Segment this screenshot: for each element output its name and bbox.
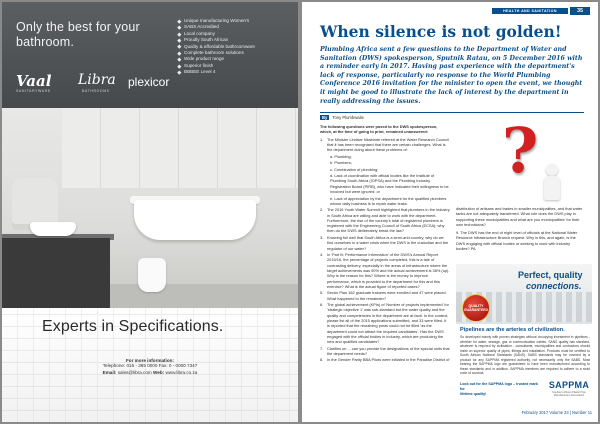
question-item: 6. The global achievement (KPIs) of 'Number of projects implemented' for 'strategic objective 1' was sub-standard but the water quality and the quality and competencies in the department are at fault. In the context, please list all of the 2015 applications submitted, and 33 were filled. It is reported that the remaining posts could not be filled 'as the department could not attract the required candidates'. Has the DWS engaged with the official bodies in industry, which are producing the new and qualified candidates? [320, 302, 449, 345]
vaal-logo-sub: SANITARYWARE [16, 89, 51, 93]
question-mark-illustration [478, 118, 584, 204]
question-item: 5. Sector Plan 162 graduate trainees were enrolled and 47 were placed. What happened to the remainder? [320, 290, 447, 301]
promo-title-1: Perfect, quality [518, 270, 583, 280]
advert-footer [2, 308, 298, 422]
libra-logo: Libra [78, 72, 116, 88]
contact-email-link[interactable]: sales@libra.com [117, 369, 152, 375]
brand-logos [16, 72, 176, 96]
contact-heading: For more information: [126, 358, 174, 363]
toilet-shape [138, 258, 166, 292]
question-item: 1. The Minister Lindiwe Nkabinde referred at the Water Research Council that it has been recognised that there are certain challenges. What is the department doing about these problems of: [320, 136, 449, 153]
advert-contact [2, 358, 298, 376]
plexicor-logo: plexicor [128, 75, 170, 89]
bathroom-photo [2, 108, 298, 308]
question-item: 2. The 2016 Youth Water Summit highlighted that plumbers in the industry in South Africa are willing and able to work with the department. Furthermore, the rise of the country's total of registered plumbers is registered with the Engineering Council of South Africa (ECSA); why then do the DWS deliberately break the law? [320, 207, 450, 234]
section-label: HEALTH AND SANITATION [492, 8, 568, 14]
contact-phone: Telephone: 016 - 365 0000 Fax: 0 - 0000 7347 [102, 363, 198, 368]
article-column-1 [320, 124, 450, 364]
question-item: 3. Knowing full well that South Africa is a semi-arid country, why do we find ourselves in a water crisis when the DWS is the custodian and the regulator of our water? [320, 234, 449, 251]
feature-item: Complete bathroom solutions [178, 50, 294, 56]
contact-web-link[interactable]: www.libra.co.za [165, 369, 198, 375]
floor-shape [110, 284, 298, 308]
feature-item: Proudly South African [178, 37, 294, 43]
promo-cta: Look out for the SAPPMA logo – trusted mark for lifetime quality! [460, 382, 538, 396]
libra-logo-sub: BATHROOMS [82, 89, 110, 93]
question-item: 4. In 'Part B: Performance Information' of the DWS's Annual Report 2015/16, the percentage of projects completed, this is a tale of contrasting delivery, especially in the areas of infrastructure where the target achievements was 90% and the actual achievement is 36% (up). Why is the reason for this? Where is the money to improve performance, which is provided to the department for this and this exercise? What is the actual figure of reported cases? [320, 252, 450, 289]
feature-item: Wide product range [178, 56, 294, 62]
page-number: 35 [570, 7, 590, 15]
question-item: 7. Clarifies on ... can you provide the designations of the special units that the department needs? [320, 345, 450, 356]
question-subitem: e. Lack of appreciation by the department for the qualified plumbers whose daily business is to repair water leaks. [330, 195, 447, 206]
question-subitem: a. Plumbing; [330, 153, 352, 159]
author-name: Tony Plumbwaite [332, 115, 365, 120]
quality-seal-icon: QUALITY GUARANTEED [462, 294, 490, 322]
sappma-logo: SAPPMA Southern African Plastic Pipe Manufacturers Association [548, 380, 590, 397]
question-list [320, 137, 450, 363]
feature-item: Local company [178, 31, 294, 37]
divider [320, 112, 584, 113]
vanity-unit [2, 238, 110, 308]
feature-item: BBBEE Level 4 [178, 69, 294, 75]
advert-page [2, 2, 298, 422]
article-standfirst: Plumbing Africa sent a few questions to the Department of Water and Sanitation (DWS) spokesperson, Sputnik Ratau, on 5 December 2016 with a reminder early in 2017. Having past experience with the department's lack of response, particularly no response to the World Plumbing Conference 2016 invitation for the minister to open the event, we thought it might be good to illustrate the lack of interest by the department in really addressing the issues. [320, 46, 583, 105]
sappma-advert-image [456, 264, 592, 324]
figure-head-shape [546, 164, 558, 176]
feature-item: SABS Accredited [178, 24, 294, 30]
basin-shape [30, 222, 76, 236]
promo-title-2: connections. [526, 281, 582, 291]
wall-tiles [62, 108, 298, 188]
byline: By Tony Plumbwaite [322, 115, 365, 120]
promo-body: So developed mainly with proven strategies without occupying investment in pipelines - whether for water, sewage, gas or communication cables, SANS quality has standard, whatever is required by civilisation - consultants, municipalities and contractors should insist on superior quality of pipes, fittings and installation. Products must be certified to South African National Standards (SANS). SABS standards may be covered by a product for any SAPPMA registered authority, not necessarily only the SABS. Most bearing the SAPPMA logo are guaranteed to have been manufactured according to these standards and in addition, SAPPMA members are required to adhere to a strict code of conduct. [460, 335, 590, 375]
bathtub-shape [134, 200, 256, 240]
feature-item: Superior finish [178, 63, 294, 69]
advert-headline: Experts in Specifications. [42, 318, 224, 335]
question-mark-icon: ? [502, 118, 539, 187]
article-paragraph: 9. The DWS has the end of eight level of officials at the National Water Resource Infrastructure Branch request. Why is this, and again, is the DWS engaging with official bodies or seeking to work with industry bodies? PA [456, 230, 578, 252]
promo-heading: Pipelines are the arteries of civilization. [460, 327, 565, 333]
article-lead: The following questions were posed to the DWS spokesperson, which, at the time of going to print, remained unanswered: [320, 124, 438, 135]
article-page [302, 2, 598, 422]
advert-feature-list [178, 18, 294, 76]
contact-web-email: Email: sales@libra.com Web: www.libra.co.za [102, 369, 198, 375]
question-subitem: c. Combination of plumbing; [330, 166, 379, 172]
article-paragraph: distribution of artisans and trades in smaller municipalities, and that water tanks are not adequately transferred. What role does the DWS play in supporting these municipalities and what are you municipalities' for their own technicians? [456, 206, 583, 227]
feature-item: Unique manufacturing Women's [178, 18, 294, 24]
question-item: 8. In the Gender Parity BBA Pilots were initiated in the Paradise District of [320, 357, 450, 363]
vaal-logo: Vaal [16, 72, 52, 90]
advert-header-band [2, 2, 298, 108]
feature-item: Quality & affordable bathroomware [178, 44, 294, 50]
question-subitem: d. Lack of coordination with official bodies like the Institute of Plumbing South Africa (IOPSA) and the Plumbing Industry Registration Board (PIRB), who have indicated their willingness to be involved but were ignored; or [330, 173, 449, 195]
page-footer: February 2017 Volume 23 | Number 11 [521, 410, 592, 415]
article-headline: When silence is not golden! [320, 22, 562, 41]
question-subitem: b. Plumbers; [330, 160, 352, 166]
article-column-2 [456, 206, 584, 254]
figure-body-shape [544, 176, 560, 200]
advert-tagline: Only the best for your bathroom. [16, 20, 140, 49]
